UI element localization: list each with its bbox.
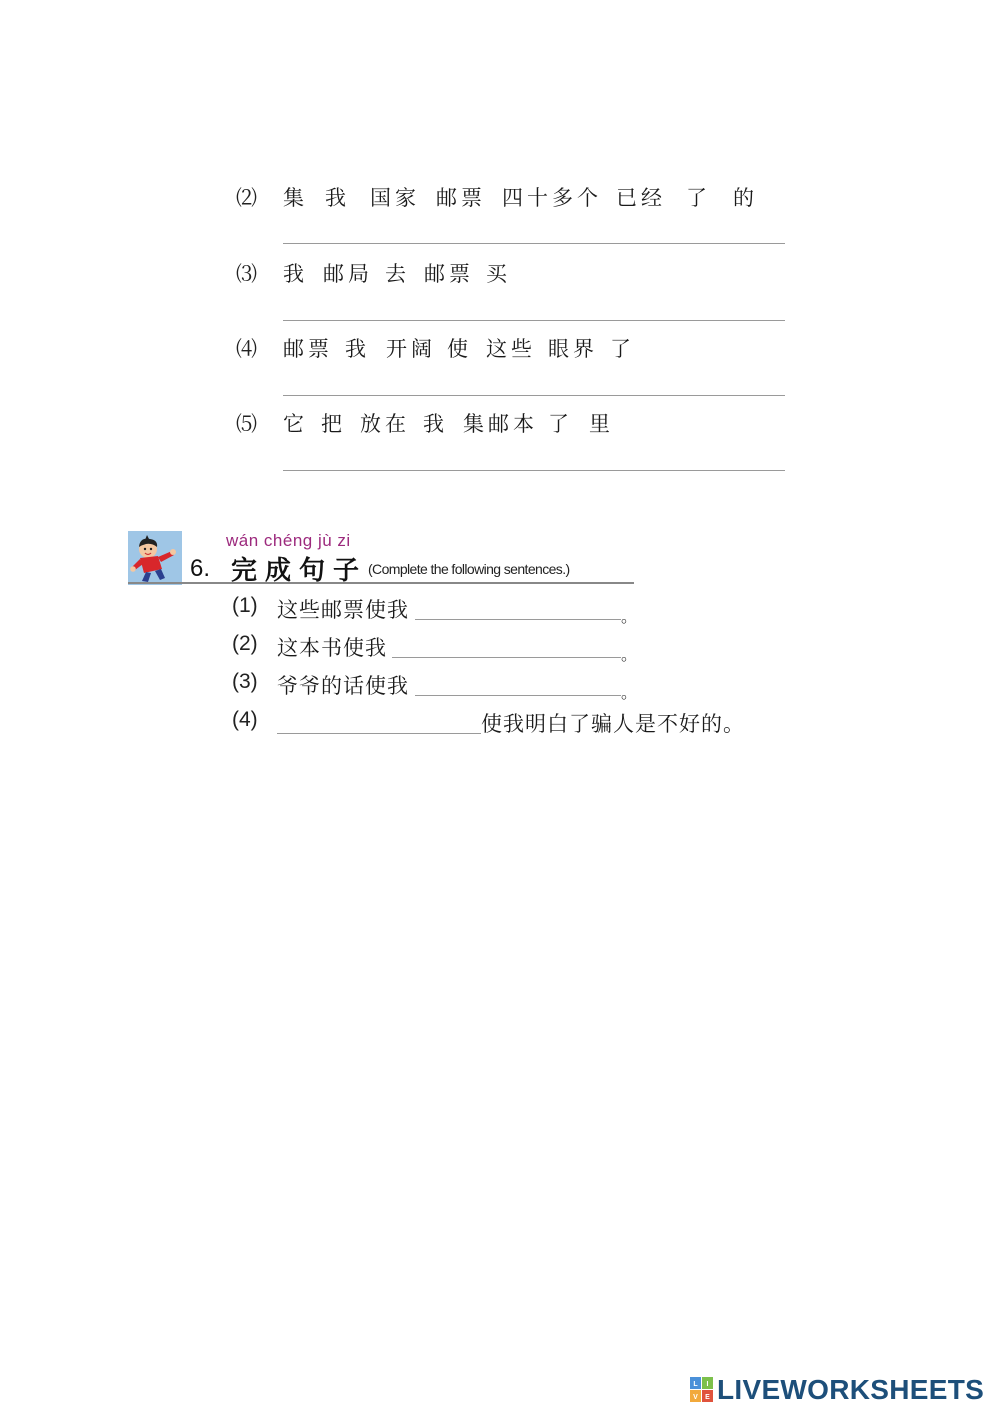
word: 去 <box>385 262 410 286</box>
sentence-suffix: 。 <box>621 683 638 702</box>
word: 它 <box>283 412 308 436</box>
section-number: 6. <box>190 555 211 582</box>
word: 四十多个 <box>502 186 602 210</box>
answer-input[interactable] <box>283 220 785 244</box>
word: 邮票 <box>283 337 333 361</box>
item-number: (4) <box>232 708 258 731</box>
word: 了 <box>548 412 573 436</box>
sentence-suffix: 使我明白了骗人是不好的。 <box>481 712 745 736</box>
item-number: ⑶ <box>236 263 257 286</box>
item-number: (3) <box>232 670 258 693</box>
item-number: ⑷ <box>236 338 257 361</box>
word: 国家 <box>370 186 420 210</box>
answer-input[interactable] <box>283 447 785 471</box>
item-number: (1) <box>232 594 258 617</box>
word: 我 <box>325 186 350 210</box>
logo-mark-letter: L <box>693 1381 698 1388</box>
word: 我 <box>423 412 448 436</box>
word: 我 <box>283 262 308 286</box>
item-number: (2) <box>232 632 258 655</box>
answer-input[interactable] <box>283 372 785 396</box>
answer-input[interactable] <box>415 672 621 696</box>
word: 了 <box>686 186 711 210</box>
sentence-prefix: 这本书使我 <box>277 636 387 660</box>
logo-mark-letter: I <box>706 1381 709 1388</box>
item-number: ⑵ <box>236 187 257 210</box>
word: 邮票 <box>436 186 486 210</box>
answer-input[interactable] <box>283 297 785 321</box>
answer-input[interactable] <box>392 634 621 658</box>
liveworksheets-logo <box>690 1375 984 1405</box>
word: 眼界 <box>548 337 598 361</box>
boy-mascot-icon <box>128 531 182 585</box>
word: 邮局 <box>323 262 373 286</box>
sentence-prefix: 爷爷的话使我 <box>277 674 409 698</box>
word: 开阔 <box>386 337 436 361</box>
word: 里 <box>589 412 614 436</box>
word: 我 <box>345 337 370 361</box>
word: 集 <box>283 186 308 210</box>
header-divider <box>128 582 634 584</box>
word: 了 <box>610 337 635 361</box>
word: 把 <box>321 412 346 436</box>
word: 这些 <box>486 337 536 361</box>
logo-mark-letter: V <box>693 1394 698 1401</box>
logo-mark-letter: E <box>705 1394 710 1401</box>
word: 放在 <box>360 412 410 436</box>
pinyin-annotation: wán chéng jù zi <box>226 531 351 550</box>
section-title: 完成句子 <box>231 556 368 586</box>
sentence-suffix: 。 <box>621 607 638 626</box>
word: 邮票 <box>424 262 474 286</box>
item-number: ⑸ <box>236 413 257 436</box>
answer-input[interactable] <box>277 710 481 734</box>
logo-text: LIVEWORKSHEETS <box>717 1374 985 1405</box>
logo-blocks-icon <box>690 1377 714 1403</box>
word: 已经 <box>616 186 666 210</box>
answer-input[interactable] <box>415 596 621 620</box>
sentence-suffix: 。 <box>621 645 638 664</box>
sentence-prefix: 这些邮票使我 <box>277 598 409 622</box>
section-subtitle: (Complete the following sentences.) <box>368 561 570 577</box>
word: 使 <box>447 337 472 361</box>
word: 买 <box>486 262 511 286</box>
word: 集邮本 <box>463 412 538 436</box>
word: 的 <box>733 186 758 210</box>
